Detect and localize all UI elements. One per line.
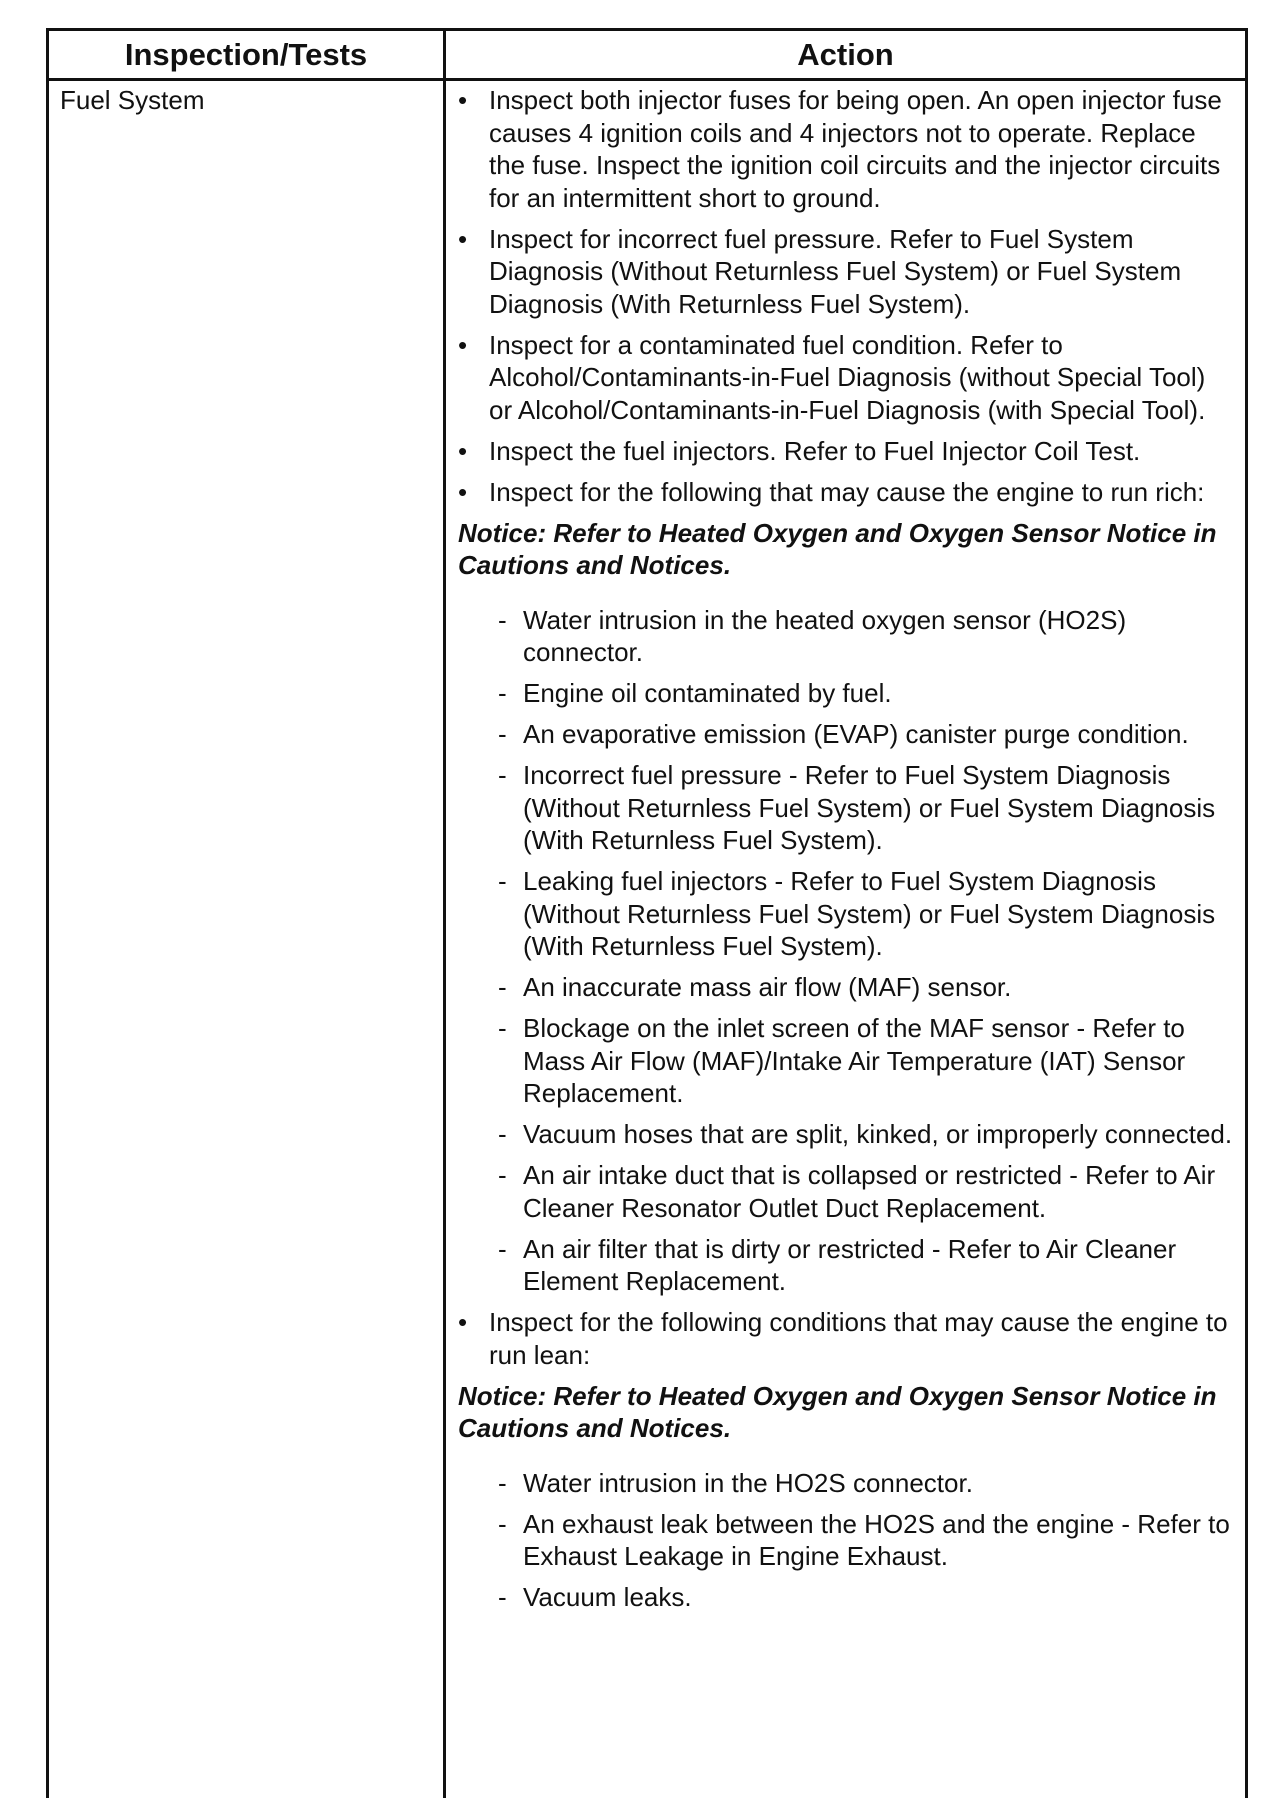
header-divider xyxy=(46,78,1248,81)
dash-marker: - xyxy=(498,1467,507,1498)
bullet-marker: • xyxy=(458,435,468,466)
sub-item-text: Leaking fuel injectors - Refer to Fuel System Diagnosis (Without Returnless Fuel System) or Fuel System Diagnosis (With Returnless Fuel System). xyxy=(523,866,1216,961)
sub-item-text: An air intake duct that is collapsed or restricted - Refer to Air Cleaner Resonator Outlet Duct Replacement. xyxy=(523,1160,1216,1223)
dash-marker: - xyxy=(498,1508,507,1539)
sub-item-text: Water intrusion in the HO2S connector. xyxy=(523,1467,973,1498)
bullet-marker: • xyxy=(458,85,468,115)
table-right-border xyxy=(1245,28,1248,1798)
sub-item-text: An air filter that is dirty or restricted - Refer to Air Cleaner Element Replacement. xyxy=(523,1233,1177,1296)
list-item xyxy=(458,1306,1233,1371)
bullet-marker: • xyxy=(458,1307,468,1337)
list-item xyxy=(458,435,1233,468)
bullet-text: Inspect both injector fuses for being open. An open injector fuse causes 4 ignition coils and 4 injectors not to operate. Replace the fuse. Inspect the ignition coil circuits and the injector circuits for an intermittent short to ground. xyxy=(489,85,1222,213)
header-inspection-tests: Inspection/Tests xyxy=(124,36,368,72)
dash-marker: - xyxy=(498,1119,507,1149)
action-cell xyxy=(458,84,1233,1622)
bullet-text: Inspect the fuel injectors. Refer to Fuel Injector Coil Test. xyxy=(489,435,1141,466)
column-divider xyxy=(443,28,446,1798)
list-item xyxy=(458,329,1233,427)
sub-item-text: An evaporative emission (EVAP) canister purge condition. xyxy=(523,719,1189,749)
dash-marker: - xyxy=(498,678,507,708)
dash-marker: - xyxy=(498,1582,507,1612)
bullet-text: Inspect for a contaminated fuel condition. Refer to Alcohol/Contaminants-in-Fuel Diagnosis (without Special Tool) or Alcohol/Contaminants-in-Fuel Diagnosis (with Special Tool). xyxy=(489,329,1206,425)
sub-item-text: Water intrusion in the heated oxygen sensor (HO2S) connector. xyxy=(523,604,1127,667)
sub-list-item xyxy=(498,604,1233,669)
sub-item-text: Incorrect fuel pressure - Refer to Fuel System Diagnosis (Without Returnless Fuel System) or Fuel System Diagnosis (With Returnless Fuel System). xyxy=(523,760,1216,855)
row-label-fuel-system: Fuel System xyxy=(60,85,205,115)
bullet-text: Inspect for the following that may cause the engine to run rich: xyxy=(489,476,1205,507)
lean-conditions-list xyxy=(458,1467,1233,1614)
notice-lean: Notice: Refer to Heated Oxygen and Oxygen Sensor Notice in Cautions and Notices. xyxy=(458,1380,1217,1443)
list-item xyxy=(458,223,1233,321)
sub-list-item xyxy=(498,677,1233,710)
sub-list-item xyxy=(498,718,1233,751)
list-item xyxy=(458,84,1233,214)
bullet-marker: • xyxy=(458,329,468,360)
bullet-marker: • xyxy=(458,223,468,254)
sub-item-text: Vacuum leaks. xyxy=(523,1582,692,1612)
bullet-marker: • xyxy=(458,476,468,507)
sub-list-item xyxy=(498,1508,1233,1573)
sub-item-text: Engine oil contaminated by fuel. xyxy=(523,678,892,708)
sub-list-item xyxy=(498,865,1233,963)
sub-list-item xyxy=(498,759,1233,857)
dash-marker: - xyxy=(498,1160,507,1190)
sub-item-text: An exhaust leak between the HO2S and the engine - Refer to Exhaust Leakage in Engine Exhaust. xyxy=(523,1508,1230,1571)
dash-marker: - xyxy=(498,866,507,896)
dash-marker: - xyxy=(498,760,507,790)
bullet-text: Inspect for incorrect fuel pressure. Refer to Fuel System Diagnosis (Without Returnless Fuel System) or Fuel System Diagnosis (With Returnless Fuel System). xyxy=(489,223,1182,319)
notice-rich: Notice: Refer to Heated Oxygen and Oxygen Sensor Notice in Cautions and Notices. xyxy=(458,517,1217,580)
sub-list-item xyxy=(498,1159,1233,1224)
dash-marker: - xyxy=(498,1233,507,1264)
sub-item-text: Vacuum hoses that are split, kinked, or improperly connected. xyxy=(523,1119,1233,1149)
dash-marker: - xyxy=(498,719,507,749)
sub-list-item xyxy=(498,1118,1233,1151)
sub-item-text: Blockage on the inlet screen of the MAF sensor - Refer to Mass Air Flow (MAF)/Intake Air Temperature (IAT) Sensor Replacement. xyxy=(523,1013,1186,1108)
sub-list-item xyxy=(498,1012,1233,1110)
bullet-text: Inspect for the following conditions that may cause the engine to run lean: xyxy=(489,1307,1228,1370)
sub-list-item xyxy=(498,1233,1233,1298)
dash-marker: - xyxy=(498,1013,507,1043)
sub-list-item xyxy=(498,1581,1233,1614)
table-left-border xyxy=(46,28,49,1798)
dash-marker: - xyxy=(498,972,507,1002)
sub-item-text: An inaccurate mass air flow (MAF) sensor. xyxy=(523,972,1012,1002)
list-item xyxy=(458,476,1233,509)
sub-list-item xyxy=(498,971,1233,1004)
header-action: Action xyxy=(797,36,894,72)
dash-marker: - xyxy=(498,604,507,635)
sub-list-item xyxy=(498,1467,1233,1500)
rich-conditions-list xyxy=(458,604,1233,1298)
